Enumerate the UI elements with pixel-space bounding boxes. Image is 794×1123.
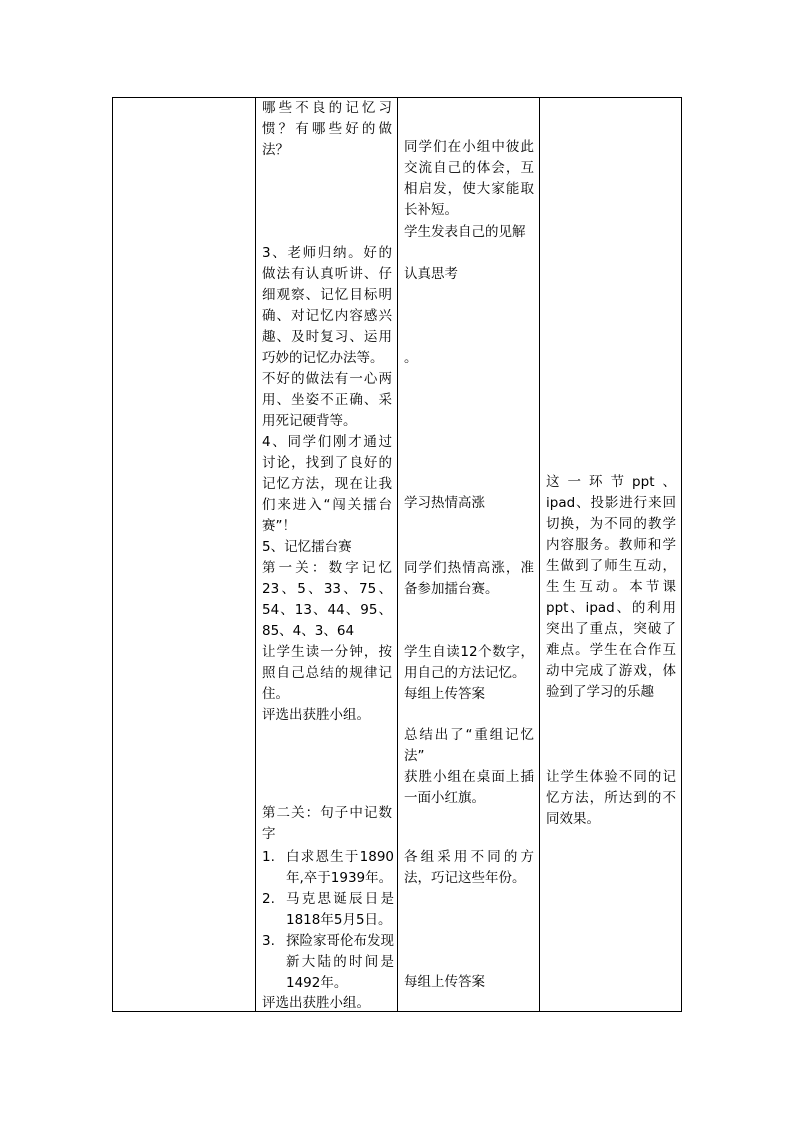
level-two-text: 第二关：句子中记数字 bbox=[262, 805, 392, 842]
student-activity-cell bbox=[398, 98, 540, 1012]
design-intent-cell bbox=[540, 98, 682, 1012]
prepare-text: 同学们热情高涨，准备参加擂台赛。 bbox=[404, 560, 534, 597]
group-exchange-text: 同学们在小组中彼此交流自己的体会，互相启发，使大家能取长补短。 bbox=[404, 139, 534, 218]
year-list bbox=[262, 847, 394, 994]
column-1-cell bbox=[113, 98, 256, 1012]
teacher-summary-text: 3、老师归纳。好的做法有认真听讲、仔细观察、记忆目标明确、对记忆内容感兴趣、及时复习、运用巧妙的记忆办法等。 bbox=[262, 245, 392, 366]
select-winner-text: 评选出获胜小组。 bbox=[262, 707, 370, 723]
challenge-intro-text: 4、同学们刚才通过讨论，找到了良好的记忆方法，现在让我们来进入“闯关擂台赛”！ bbox=[262, 434, 392, 534]
upload-answer-text-2: 每组上传答案 bbox=[404, 974, 485, 990]
memory-contest-heading: 5、记忆擂台赛 bbox=[262, 539, 352, 555]
select-winner-text-2: 评选出获胜小组。 bbox=[262, 995, 370, 1011]
lesson-plan-table bbox=[112, 97, 682, 1012]
list-item: 2. 马克思诞辰日是1818年5月5日。 bbox=[262, 891, 394, 928]
memory-method-note: 让学生体验不同的记忆方法，所达到的不同效果。 bbox=[546, 769, 676, 827]
list-item: 1. 白求恩生于1890年,卒于1939年。 bbox=[262, 849, 394, 886]
read-instruction-text: 让学生读一分钟，按照自己总结的规律记住。 bbox=[262, 644, 392, 702]
upload-answer-text: 每组上传答案 bbox=[404, 686, 485, 702]
enthusiasm-text: 学习热情高涨 bbox=[404, 495, 485, 511]
question-text: 哪些不良的记忆习惯？有哪些好的做法？ bbox=[262, 100, 392, 158]
self-read-text: 学生自读12个数字，用自己的方法记忆。 bbox=[404, 644, 534, 681]
tech-usage-note: 这一环节ppt、ipad、投影进行来回切换，为不同的教学内容服务。教师和学生做到了师生互动，生生互动。本节课ppt、ipad、的利用突出了重点，突破了难点。学生在合作互动中完成了游戏，体验到了学习的乐趣 bbox=[546, 474, 676, 700]
table-row bbox=[113, 98, 682, 1012]
period-mark: 。 bbox=[404, 350, 418, 366]
think-text: 认真思考 bbox=[404, 266, 458, 282]
summary-method-text: 总结出了“重组记忆法” bbox=[404, 727, 534, 764]
teacher-activity-cell bbox=[256, 98, 398, 1012]
bad-habits-text: 不好的做法有一心两用、坐姿不正确、采用死记硬背等。 bbox=[262, 371, 392, 429]
red-flag-text: 获胜小组在桌面上插一面小红旗。 bbox=[404, 769, 534, 806]
list-item: 3. 探险家哥伦布发现新大陆的时间是1492年。 bbox=[262, 933, 394, 991]
level-one-text: 第一关：数字记忆23、5、33、75、54、13、44、95、85、4、3、64 bbox=[262, 560, 392, 639]
group-methods-text: 各组采用不同的方法，巧记这些年份。 bbox=[404, 849, 534, 886]
student-opinion-text: 学生发表自己的见解 bbox=[404, 224, 526, 240]
